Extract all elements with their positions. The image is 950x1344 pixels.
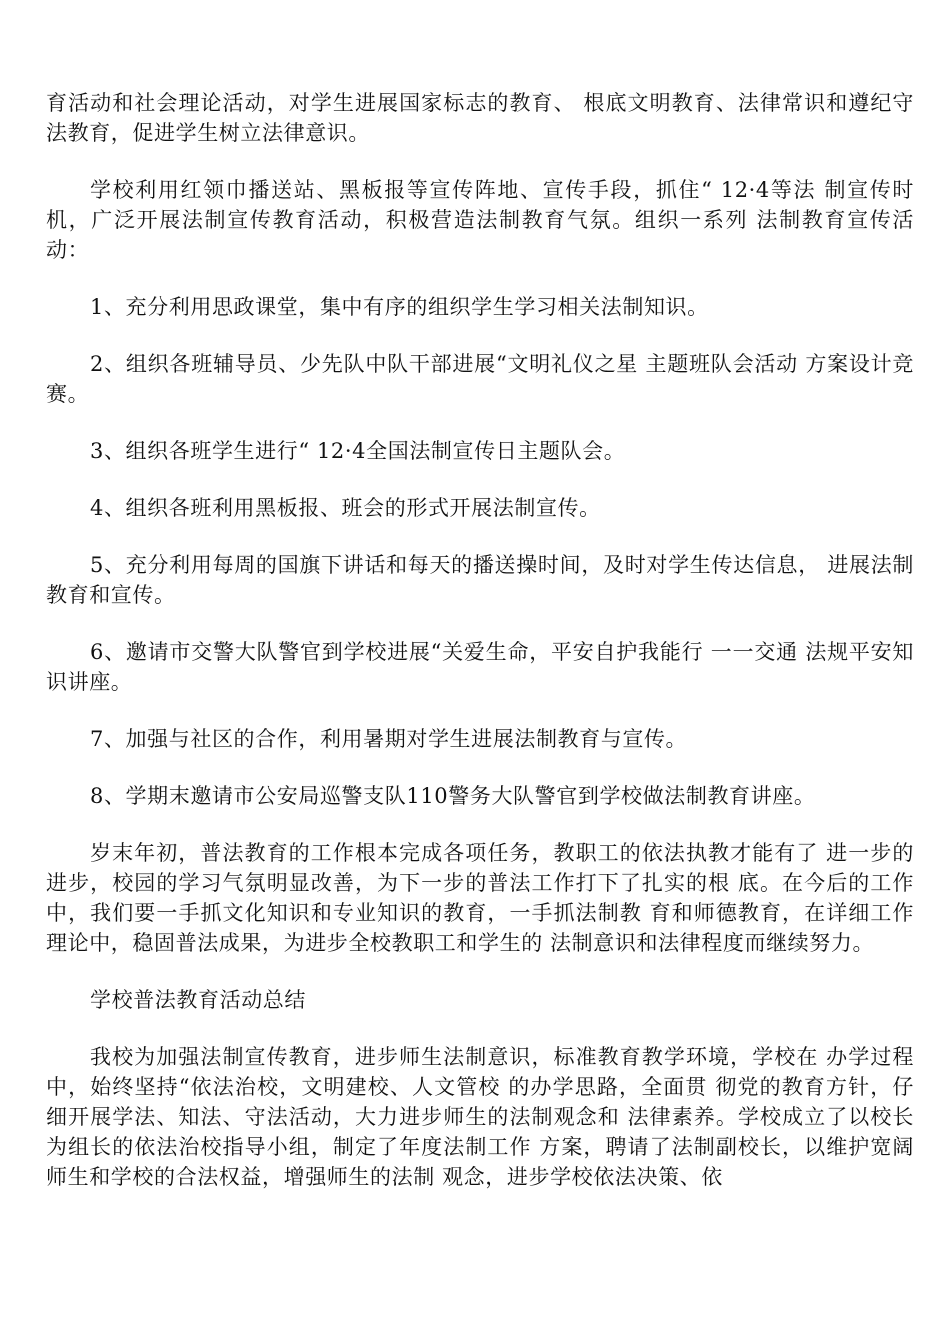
list-item-1: 1、充分利用思政课堂，集中有序的组织学生学习相关法制知识。 [90, 295, 709, 319]
list-item-8: 8、学期末邀请市公安局巡警支队110警务大队警官到学校做法制教育讲座。 [90, 784, 816, 808]
list-item-4: 4、组织各班利用黑板报、班会的形式开展法制宣传。 [90, 496, 601, 520]
paragraph-conclusion: 岁末年初，普法教育的工作根本完成各项任务，教职工的依法执教才能有了 进一步的进步，校园的学习气氛明显改善，为下一步的普法工作打下了扎实的根 底。在今后的工作中，我们要一手抓文化知识和专业知识的教育，一手抓法制教 育和师德教育，在详细工作理论中，稳固普法成果，为进步全校教职工和学生的 法制意识和法律程度而继续努力。 [46, 841, 914, 955]
paragraph-summary-body: 我校为加强法制宣传教育，进步师生法制意识，标准教育教学环境，学校在 办学过程中，始终坚持“依法治校，文明建校、人文管校 的办学思路，全面贯 彻党的教育方针，仔细开展学法、知法、守法活动，大力进步师生的法制观念和 法律素养。学校成立了以校长为组长的依法治校指导小组，制定了年度法制工作 方案，聘请了法制副校长，以维护宽阔师生和学校的合法权益，增强师生的法制 观念，进步学校依法决策、依 [46, 1045, 914, 1189]
section-title: 学校普法教育活动总结 [90, 988, 306, 1012]
paragraph-continuation: 育活动和社会理论活动，对学生进展国家标志的教育、 根底文明教育、法律常识和遵纪守法教育，促进学生树立法律意识。 [46, 91, 914, 145]
document-body [46, 88, 914, 1219]
list-item-3: 3、组织各班学生进行“ 12·4全国法制宣传日主题队会。 [90, 439, 626, 463]
paragraph-publicity-intro: 学校利用红领巾播送站、黑板报等宣传阵地、宣传手段，抓住“ 12·4等法 制宣传时机，广泛开展法制宣传教育活动，积极营造法制教育气氛。组织一系列 法制教育宣传活动： [46, 178, 914, 262]
list-item-5: 5、充分利用每周的国旗下讲话和每天的播送操时间，及时对学生传达信息， 进展法制教育和宣传。 [46, 553, 914, 607]
list-item-6: 6、邀请市交警大队警官到学校进展“关爱生命，平安自护我能行 一一交通 法规平安知识讲座。 [46, 640, 914, 694]
list-item-7: 7、加强与社区的合作，利用暑期对学生进展法制教育与宣传。 [90, 727, 688, 751]
list-item-2: 2、组织各班辅导员、少先队中队干部进展“文明礼仪之星 主题班队会活动 方案设计竞赛。 [46, 352, 914, 406]
